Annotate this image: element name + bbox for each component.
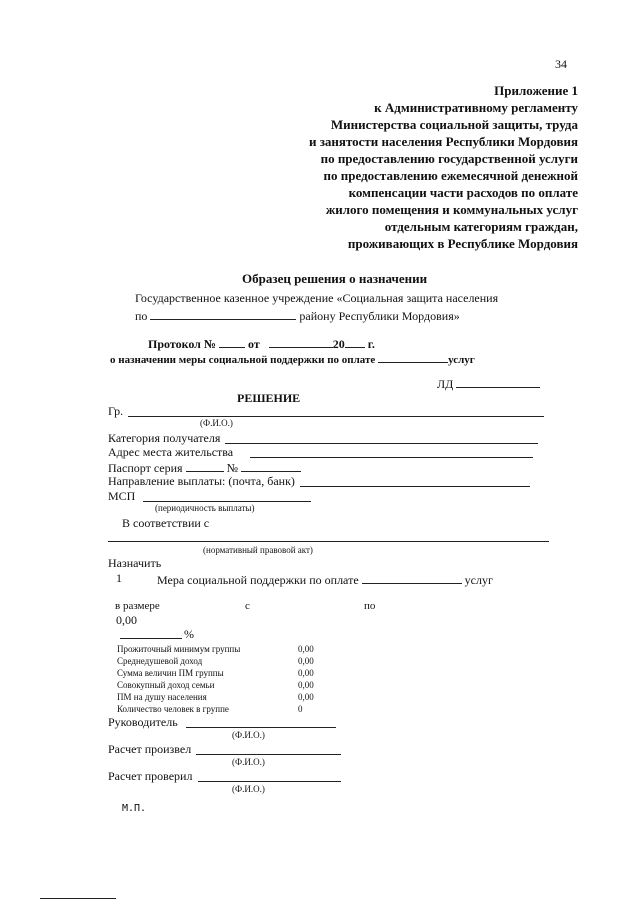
personal-file-blank[interactable] <box>456 376 540 388</box>
stamp-place: М.П. <box>122 803 147 814</box>
calc-row-label: Совокупный доход семьи <box>117 680 215 690</box>
citizen-label: Гр. <box>108 404 124 418</box>
protocol-subject-suffix: услуг <box>448 354 475 366</box>
citizen-name-line[interactable] <box>128 416 544 417</box>
district-blank[interactable] <box>150 308 296 320</box>
checked-by-label: Расчет проверил <box>108 769 193 783</box>
form-title: Образец решения о назначении <box>242 271 428 286</box>
appendix-line: жилого помещения и коммунальных услуг <box>325 202 578 217</box>
passport-series-blank[interactable] <box>186 460 224 472</box>
amount-to-label: по <box>364 600 376 612</box>
normative-caption: (нормативный правовой акт) <box>203 545 313 555</box>
passport-number-blank[interactable] <box>241 460 301 472</box>
address-label: Адрес места жительства <box>108 445 234 459</box>
passport-line <box>108 460 301 474</box>
institution-line-1: Государственное казенное учреждение «Социальная защита населения <box>135 291 499 305</box>
measure-line <box>157 572 493 586</box>
fio-caption: (Ф.И.О.) <box>232 784 265 794</box>
decision-heading: РЕШЕНИЕ <box>237 391 301 405</box>
periodicity-caption: (периодичность выплаты) <box>155 503 255 513</box>
category-line[interactable] <box>225 443 538 444</box>
protocol-subject-line <box>110 351 475 366</box>
head-label: Руководитель <box>108 715 178 729</box>
payment-direction-label: Направление выплаты: (почта, банк) <box>108 474 295 488</box>
protocol-from-label: от <box>247 337 260 351</box>
appendix-line: Министерства социальной защиты, труда <box>330 117 578 132</box>
percent-blank[interactable] <box>120 638 182 639</box>
calc-row-value: 0,00 <box>298 668 314 678</box>
appendix-line: компенсации части расходов по оплате <box>348 185 578 200</box>
fio-caption: (Ф.И.О.) <box>200 418 233 428</box>
calc-row-value: 0 <box>298 704 303 714</box>
protocol-year-prefix: 20 <box>332 337 345 351</box>
passport-number-label: № <box>226 461 239 475</box>
personal-file-label: ЛД <box>437 377 454 391</box>
measure-index: 1 <box>116 571 122 585</box>
fio-caption: (Ф.И.О.) <box>232 757 265 767</box>
protocol-number-blank[interactable] <box>219 336 245 348</box>
personal-file-line <box>437 376 540 390</box>
measure-service-blank[interactable] <box>362 572 462 584</box>
institution-line-2 <box>135 308 460 322</box>
appendix-line: к Административному регламенту <box>374 100 578 115</box>
measure-text: Мера социальной поддержки по оплате <box>157 573 359 587</box>
head-signature-line[interactable] <box>186 727 336 728</box>
passport-series-label: Паспорт серия <box>108 461 183 475</box>
protocol-line <box>148 336 375 350</box>
service-type-blank[interactable] <box>378 351 448 363</box>
calculated-by-line[interactable] <box>196 754 341 755</box>
calculated-by-label: Расчет произвел <box>108 742 192 756</box>
msp-label: МСП <box>108 489 136 503</box>
calc-row-label: Прожиточный минимум группы <box>117 644 241 654</box>
protocol-subject: о назначении меры социальной поддержки по оплате <box>110 354 376 366</box>
institution-prefix: по <box>135 309 148 323</box>
assign-label: Назначить <box>108 556 162 570</box>
appendix-line: по предоставлению ежемесячной денежной <box>323 168 578 183</box>
amount-size-label: в размере <box>115 600 160 612</box>
normative-act-line[interactable] <box>108 541 549 542</box>
accordance-label: В соответствии с <box>122 516 210 530</box>
payment-direction-line[interactable] <box>300 486 530 487</box>
calc-row-value: 0,00 <box>298 692 314 702</box>
appendix-line: отдельным категориям граждан, <box>384 219 578 234</box>
appendix-line: проживающих в Республике Мордовия <box>347 236 578 251</box>
calc-row-label: Количество человек в группе <box>117 704 229 714</box>
percent-sign: % <box>184 627 194 641</box>
protocol-year-suffix: г. <box>367 337 375 351</box>
measure-suffix: услуг <box>464 573 493 587</box>
calc-row-label: ПМ на душу населения <box>117 692 207 702</box>
address-line[interactable] <box>250 457 533 458</box>
appendix-line: по предоставлению государственной услуги <box>320 151 578 166</box>
calc-row-label: Среднедушевой доход <box>117 656 203 666</box>
checked-by-line[interactable] <box>198 781 341 782</box>
footer-rule <box>40 898 116 899</box>
page-number: 34 <box>555 57 567 71</box>
appendix-block <box>258 84 578 254</box>
calc-row-value: 0,00 <box>298 656 314 666</box>
calc-row-value: 0,00 <box>298 644 314 654</box>
appendix-title: Приложение 1 <box>494 83 578 98</box>
category-label: Категория получателя <box>108 431 221 445</box>
calc-row-value: 0,00 <box>298 680 314 690</box>
fio-caption: (Ф.И.О.) <box>232 730 265 740</box>
protocol-label: Протокол № <box>148 337 216 351</box>
amount-value: 0,00 <box>116 613 137 627</box>
protocol-year-blank[interactable] <box>345 336 365 348</box>
institution-suffix: району Республики Мордовия» <box>299 309 460 323</box>
calc-row-label: Сумма величин ПМ группы <box>117 668 224 678</box>
appendix-line: и занятости населения Республики Мордовия <box>308 134 578 149</box>
amount-from-label: с <box>245 600 250 612</box>
protocol-date-blank[interactable] <box>269 336 333 348</box>
msp-line[interactable] <box>143 501 311 502</box>
